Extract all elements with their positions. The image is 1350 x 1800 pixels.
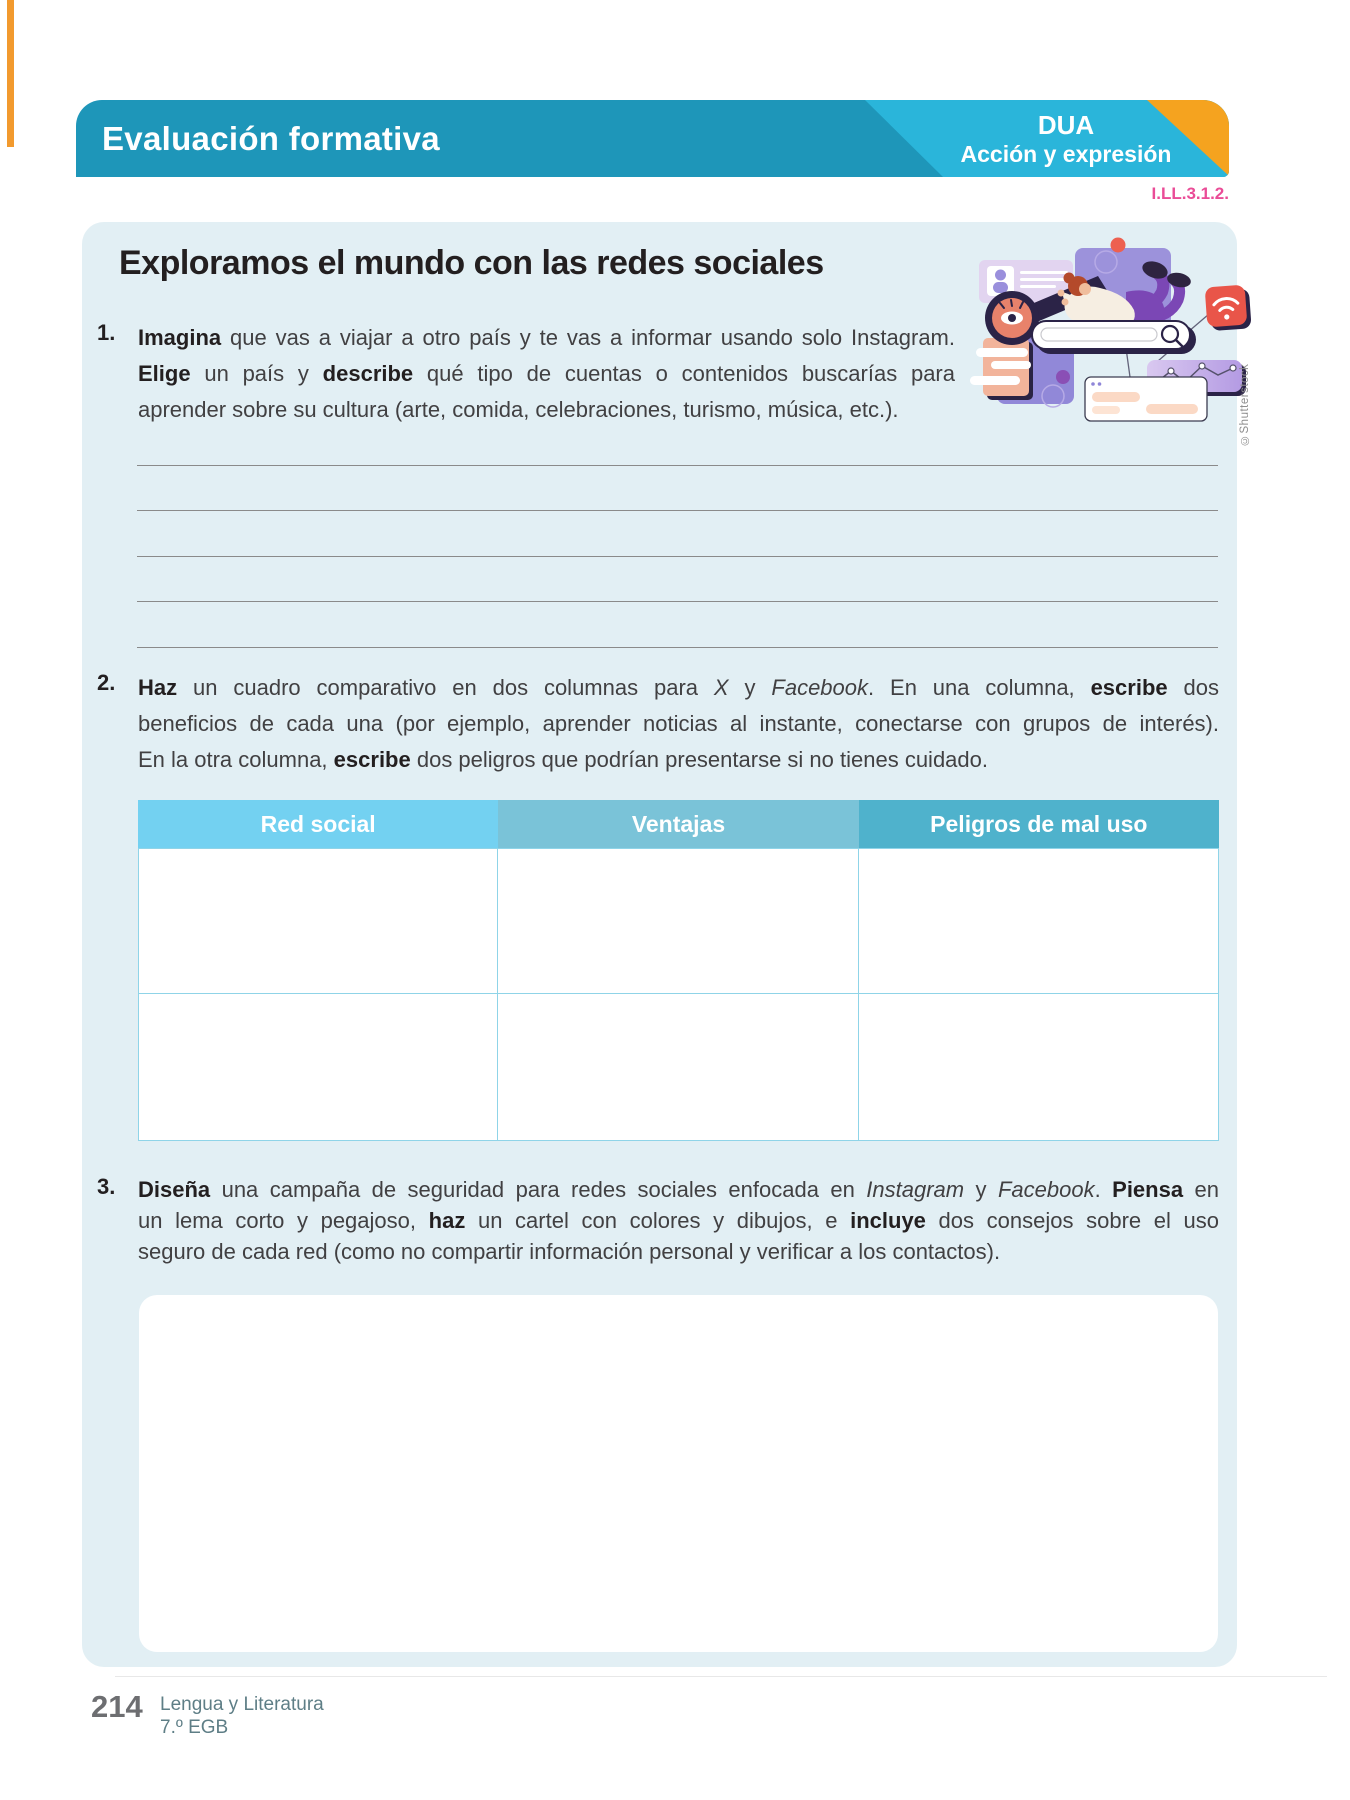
table-cell [859,994,1219,1141]
item-2-number: 2. [97,670,116,695]
footer-subject-name: Lengua y Literatura [160,1694,324,1715]
red-dot-icon [1111,238,1126,253]
table-cell [498,848,858,994]
table-cell [859,848,1219,994]
footer-grade: 7.º EGB [160,1717,229,1738]
dua-title: DUA [1037,110,1095,140]
footer-divider [115,1676,1327,1677]
page-edge-tab [7,0,14,147]
section-header-bar [76,100,1229,177]
purple-dot-icon [1056,370,1070,384]
footer-subject [160,1693,324,1739]
search-bar-icon [1032,321,1196,354]
dua-subtitle: Acción y expresión [960,141,1172,167]
wifi-tile-icon [1205,284,1252,331]
browser-window-icon [1085,377,1207,421]
section-title: Evaluación formativa [102,119,440,157]
curriculum-standard-code: I.LL.3.1.2. [1151,184,1229,203]
item-1-text: Imagina que vas a viajar a otro país y te vas a informar usando solo Instagram. Elige un país y describe qué tipo de cuentas o contenidos buscarías para aprender sobre su cultura (arte, comida, celebraciones, turismo, música, etc.). [138,325,955,422]
worksheet-title: Exploramos el mundo con las redes sociales [119,244,824,282]
item-3-text: Diseña una campaña de seguridad para redes sociales enfocada en Instagram y Facebook. Piensa en un lema corto y pegajoso, haz un cartel con colores y dibujos, e incluye dos consejos sobre el uso seguro de cada red (como no compartir información personal y verificar a los contactos). [138,1177,1220,1264]
table-header-red-social: Red social [138,800,498,848]
dua-badge [916,109,1216,167]
item-1-number: 1. [97,320,116,345]
answer-line [137,556,1218,557]
table-cell [138,848,498,994]
answer-line [137,647,1218,648]
social-media-explorer-illustration [930,230,1260,445]
page-number: 214 [91,1689,143,1724]
comparison-table [138,800,1219,1141]
notes-icon [970,338,1033,400]
item-3-number: 3. [97,1174,116,1199]
answer-line [137,510,1218,511]
answer-line [137,465,1218,466]
poster-answer-box [139,1295,1218,1652]
table-cell [138,994,498,1141]
item-2-text: Haz un cuadro comparativo en dos columnas para X y Facebook. En una columna, escribe dos beneficios de cada una (por ejemplo, aprender noticias al instante, conectarse con grupos de interés). En la otra columna, escribe dos peligros que podrían presentarse si no tienes cuidado. [138,675,1219,772]
answer-line [137,601,1218,602]
image-credit: ©Shutterstock [1239,363,1251,446]
table-header-ventajas: Ventajas [498,800,858,848]
table-header-peligros: Peligros de mal uso [859,800,1219,848]
table-cell [498,994,858,1141]
